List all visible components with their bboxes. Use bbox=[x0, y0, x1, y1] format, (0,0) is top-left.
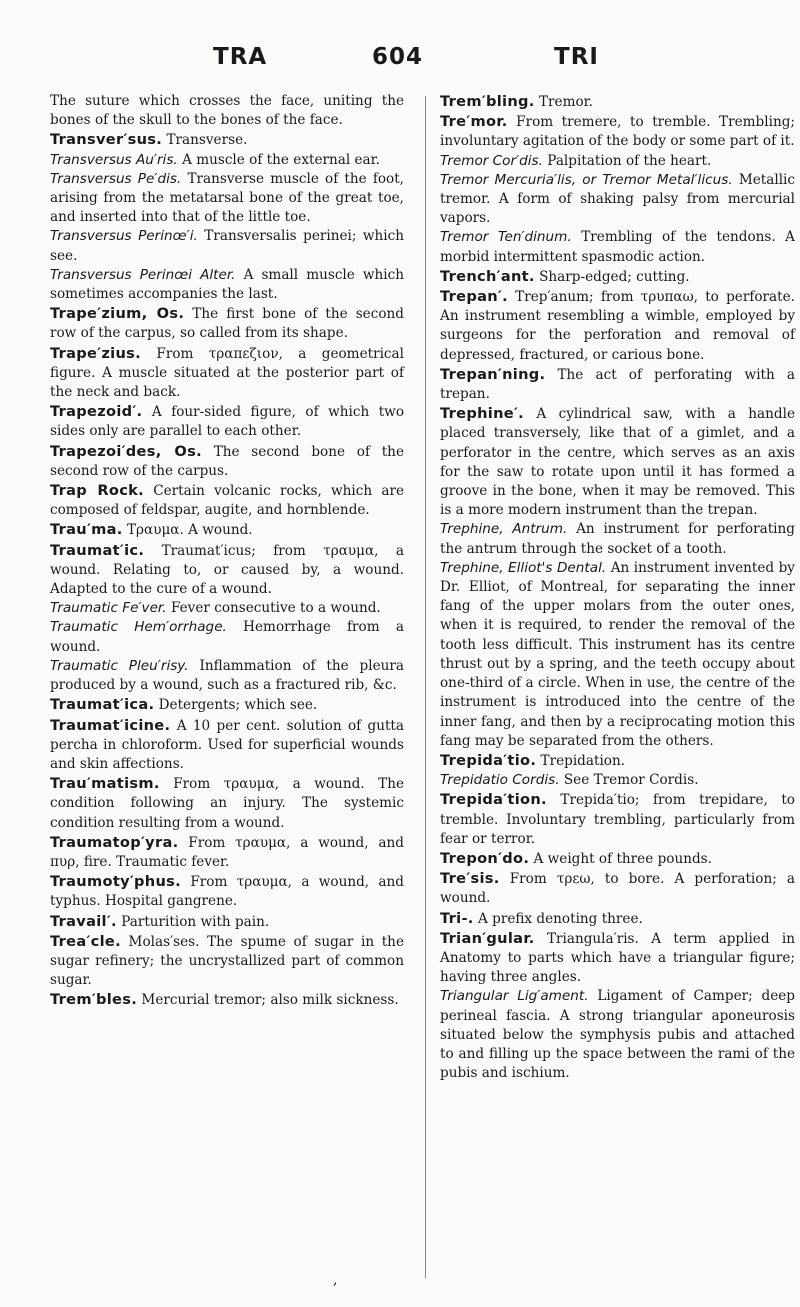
entry-definition: A small muscle which sometimes accompanies the last. bbox=[50, 266, 404, 303]
dictionary-entry bbox=[50, 912, 404, 932]
entry-definition: Sharp-edged; cutting. bbox=[539, 268, 690, 285]
entry-subheading: Transversus Au′ris. bbox=[50, 151, 178, 168]
entry-headword: Trem′bles. bbox=[50, 991, 138, 1009]
entry-subheading: Tremor Ten′dinum. bbox=[440, 229, 572, 246]
dictionary-entry bbox=[50, 151, 404, 170]
entry-definition: From τραπεζιον, a geometrical figure. A muscle situated at the posterior part of the neck and back. bbox=[50, 345, 404, 401]
dictionary-entry bbox=[440, 112, 795, 151]
dictionary-entry bbox=[440, 365, 795, 404]
dictionary-entry bbox=[50, 344, 404, 403]
dictionary-entry bbox=[50, 599, 404, 618]
dictionary-entry bbox=[50, 402, 404, 441]
entry-definition: Trepidation. bbox=[540, 752, 626, 769]
entry-headword: Traumat′ica. bbox=[50, 696, 155, 714]
dictionary-entry bbox=[50, 618, 404, 656]
entry-definition: Metallic tremor. A form of shaking palsy from mercurial vapors. bbox=[440, 171, 795, 227]
dictionary-entry bbox=[50, 442, 404, 481]
entry-headword: Trem′bling. bbox=[440, 93, 535, 110]
entry-definition: Tremor. bbox=[538, 94, 593, 110]
entry-headword: Tre′mor. bbox=[440, 113, 508, 131]
entry-headword: Trapezoi′des, Os. bbox=[50, 442, 202, 460]
entry-definition: The second bone of the second row of the carpus. bbox=[50, 443, 404, 479]
printer-mark: , bbox=[333, 1272, 338, 1288]
entry-definition: A four-sided figure, of which two sides only are parallel to each other. bbox=[50, 404, 405, 440]
dictionary-entry bbox=[440, 267, 795, 287]
dictionary-entry bbox=[440, 987, 795, 1083]
entry-definition: Trembling of the tendons. A morbid intermittent spasmodic action. bbox=[440, 229, 795, 265]
entry-headword: Traumoty′phus. bbox=[50, 873, 182, 891]
left-column bbox=[50, 92, 404, 1011]
entry-definition: Hemorrhage from a wound. bbox=[50, 619, 404, 655]
entry-definition: Ligament of Camper; deep perineal fascia. A strong triangular aponeurosis situated below the symphysis pubis and attached to and filling up the space between the rami of the pubis and ischium. bbox=[440, 988, 795, 1082]
entry-definition: From τραυμα, a wound, and πυρ, fire. Traumatic fever. bbox=[50, 834, 404, 870]
entry-headword: Trepan′. bbox=[440, 288, 508, 306]
dictionary-entry bbox=[50, 990, 404, 1010]
entry-definition: A 10 per cent. solution of gutta percha in chloroform. Used for superficial wounds and skin affections. bbox=[50, 717, 404, 772]
entry-headword: Trepida′tio. bbox=[440, 751, 537, 769]
entry-headword: Travail′. bbox=[50, 912, 117, 930]
entry-definition: Τραυμα. A wound. bbox=[126, 522, 253, 539]
entry-headword: Traumat′icine. bbox=[50, 716, 171, 734]
entry-definition: An instrument invented by Dr. Elliot, of Montreal, for separating the inner fang of the upper molars from the outer ones, when it is required, to render the removal of the tooth less difficult. This instrument has its centre thrust out by a spring, and the teeth occupy about one-third of a circle. When in use, the centre of the instrument is introduced into the centre of the inner fang, and then by a reciprocating motion this fang may be separated from the others. bbox=[440, 559, 795, 749]
entry-headword: Trape′zius. bbox=[50, 344, 142, 362]
entry-definition: Transversalis perinei; which see. bbox=[50, 228, 404, 264]
dictionary-entry bbox=[440, 771, 795, 790]
entry-subheading: Transversus Perinœi Alter. bbox=[50, 266, 236, 283]
entry-subheading: Transversus Pe′dis. bbox=[50, 170, 182, 187]
dictionary-entry bbox=[440, 152, 795, 171]
dictionary-entry bbox=[440, 929, 795, 988]
entry-definition: The suture which crosses the face, uniting the bones of the skull to the bones of the face. bbox=[50, 93, 404, 129]
dictionary-entry bbox=[50, 872, 404, 911]
entry-headword: Tri-. bbox=[440, 909, 474, 927]
entry-definition: From τραυμα, a wound, and typhus. Hospital gangrene. bbox=[50, 874, 404, 910]
entry-definition: Molas′ses. The spume of sugar in the sugar refinery; the uncrystallized part of common sugar. bbox=[50, 933, 404, 989]
entry-headword: Tre′sis. bbox=[440, 870, 500, 888]
dictionary-entry bbox=[50, 774, 404, 833]
header-right-guide-word: TRI bbox=[554, 44, 599, 70]
entry-definition: From τρεω, to bore. A perforation; a wound. bbox=[440, 871, 795, 907]
entry-definition: Mercurial tremor; also milk sickness. bbox=[141, 992, 399, 1009]
dictionary-entry bbox=[50, 266, 404, 304]
dictionary-entry bbox=[50, 833, 404, 872]
entry-headword: Trench′ant. bbox=[440, 267, 535, 285]
entry-headword: Trephine′. bbox=[440, 405, 524, 423]
entry-subheading: Tremor Cor′dis. bbox=[440, 152, 543, 169]
entry-definition: From τραυμα, a wound. The condition following an injury. The systemic condition resulting from a wound. bbox=[50, 776, 404, 831]
entry-headword: Traumatop′yra. bbox=[50, 833, 179, 851]
entry-definition: Inflammation of the pleura produced by a wound, such as a fractured rib, &c. bbox=[50, 657, 405, 694]
dictionary-entry bbox=[50, 716, 404, 775]
entry-definition: The act of perforating with a trepan. bbox=[440, 366, 795, 403]
entry-definition: Triangula′ris. A term applied in Anatomy to parts which have a triangular figure; having three angles. bbox=[440, 930, 795, 986]
entry-subheading: Triangular Lig′ament. bbox=[440, 988, 589, 1005]
dictionary-entry bbox=[50, 657, 404, 695]
entry-definition: A weight of three pounds. bbox=[533, 850, 712, 867]
dictionary-entry bbox=[440, 790, 795, 849]
dictionary-entry bbox=[50, 304, 404, 343]
dictionary-entry bbox=[440, 404, 795, 520]
entry-headword: Trape′zium, Os. bbox=[50, 305, 185, 323]
entry-subheading: Trepidatio Cordis. bbox=[440, 772, 560, 789]
entry-headword: Trau′ma. bbox=[50, 521, 123, 539]
entry-headword: Trepan′ning. bbox=[440, 365, 546, 383]
entry-definition: Transverse muscle of the foot, arising from the metatarsal bone of the great toe, and inserted into that of the little toe. bbox=[50, 170, 405, 226]
running-header bbox=[0, 44, 800, 80]
dictionary-entry bbox=[50, 520, 404, 540]
dictionary-entry bbox=[440, 751, 795, 771]
dictionary-entry bbox=[440, 559, 795, 751]
dictionary-entry bbox=[440, 849, 795, 869]
entry-headword: Trian′gular. bbox=[440, 929, 535, 947]
page-number: 604 bbox=[372, 44, 424, 70]
entry-definition: Trep′anum; from τρυπαω, to perforate. An instrument resembling a wimble, employed by surgeons for the perforation and removal of depressed, fractured, or carious bone. bbox=[440, 289, 795, 363]
entry-definition: Detergents; which see. bbox=[158, 697, 318, 714]
entry-definition: Transverse. bbox=[166, 132, 248, 149]
dictionary-entry bbox=[440, 287, 795, 365]
entry-headword: Trepida′tion. bbox=[440, 791, 547, 809]
entry-headword: Transver′sus. bbox=[50, 131, 163, 149]
entry-subheading: Traumatic Fe′ver. bbox=[50, 600, 167, 617]
dictionary-entry bbox=[440, 869, 795, 908]
dictionary-entry bbox=[50, 170, 404, 228]
dictionary-entry bbox=[50, 130, 404, 150]
entry-headword: Trau′matism. bbox=[50, 775, 160, 793]
column-divider bbox=[425, 96, 426, 1278]
dictionary-entry bbox=[440, 92, 795, 112]
dictionary-entry bbox=[440, 909, 795, 929]
dictionary-entry bbox=[50, 695, 404, 715]
entry-definition: A muscle of the external ear. bbox=[182, 151, 380, 168]
entry-subheading: Traumatic Pleu′risy. bbox=[50, 657, 189, 674]
entry-subheading: Trephine, Elliot's Dental. bbox=[440, 559, 607, 576]
entry-headword: Trap Rock. bbox=[50, 482, 144, 500]
entry-definition: Palpitation of the heart. bbox=[547, 152, 712, 169]
right-column bbox=[440, 92, 795, 1083]
entry-definition: An instrument for perforating the antrum through the socket of a tooth. bbox=[440, 521, 795, 557]
entry-headword: Trepon′do. bbox=[440, 849, 530, 867]
entry-definition: Parturition with pain. bbox=[121, 913, 270, 930]
entry-subheading: Traumatic Hem′orrhage. bbox=[50, 619, 227, 636]
entry-definition: The first bone of the second row of the carpus, so called from its shape. bbox=[50, 306, 404, 342]
entry-definition: Trepida′tio; from trepidare, to tremble. Involuntary trembling, particularly from fear or terror. bbox=[440, 792, 795, 847]
entry-definition: See Tremor Cordis. bbox=[563, 772, 699, 789]
entry-headword: Traumat′ic. bbox=[50, 541, 145, 559]
entry-subheading: Tremor Mercuria′lis, or Tremor Metal′licus. bbox=[440, 171, 733, 188]
header-left-guide-word: TRA bbox=[213, 44, 268, 70]
dictionary-entry bbox=[50, 92, 404, 130]
entry-definition: Certain volcanic rocks, which are composed of feldspar, augite, and hornblende. bbox=[50, 483, 404, 519]
dictionary-entry bbox=[50, 227, 404, 265]
entry-definition: A prefix denoting three. bbox=[477, 910, 643, 927]
entry-headword: Trapezoid′. bbox=[50, 403, 143, 421]
dictionary-entry bbox=[440, 520, 795, 558]
entry-definition: A cylindrical saw, with a handle placed transversely, like that of a gimlet, and a perforator in the centre, which serves as an axis for the saw to rotate upon until it has formed a groove in the bone, when it may be removed. This is a more modern instrument than the trepan. bbox=[440, 406, 795, 519]
entry-headword: Trea′cle. bbox=[50, 932, 121, 950]
entry-definition: Traumat′icus; from τραυμα, a wound. Relating to, or caused by, a wound. Adapted to the cure of a wound. bbox=[50, 542, 405, 598]
entry-definition: From tremere, to tremble. Trembling; involuntary agitation of the body or some part of it. bbox=[440, 114, 795, 150]
dictionary-entry bbox=[50, 541, 404, 600]
dictionary-entry bbox=[440, 228, 795, 266]
dictionary-entry bbox=[50, 932, 404, 991]
dictionary-entry bbox=[440, 171, 795, 229]
dictionary-entry bbox=[50, 481, 404, 520]
entry-subheading: Transversus Perinœ′i. bbox=[50, 228, 198, 245]
entry-subheading: Trephine, Antrum. bbox=[440, 521, 568, 538]
entry-definition: Fever consecutive to a wound. bbox=[170, 600, 381, 617]
